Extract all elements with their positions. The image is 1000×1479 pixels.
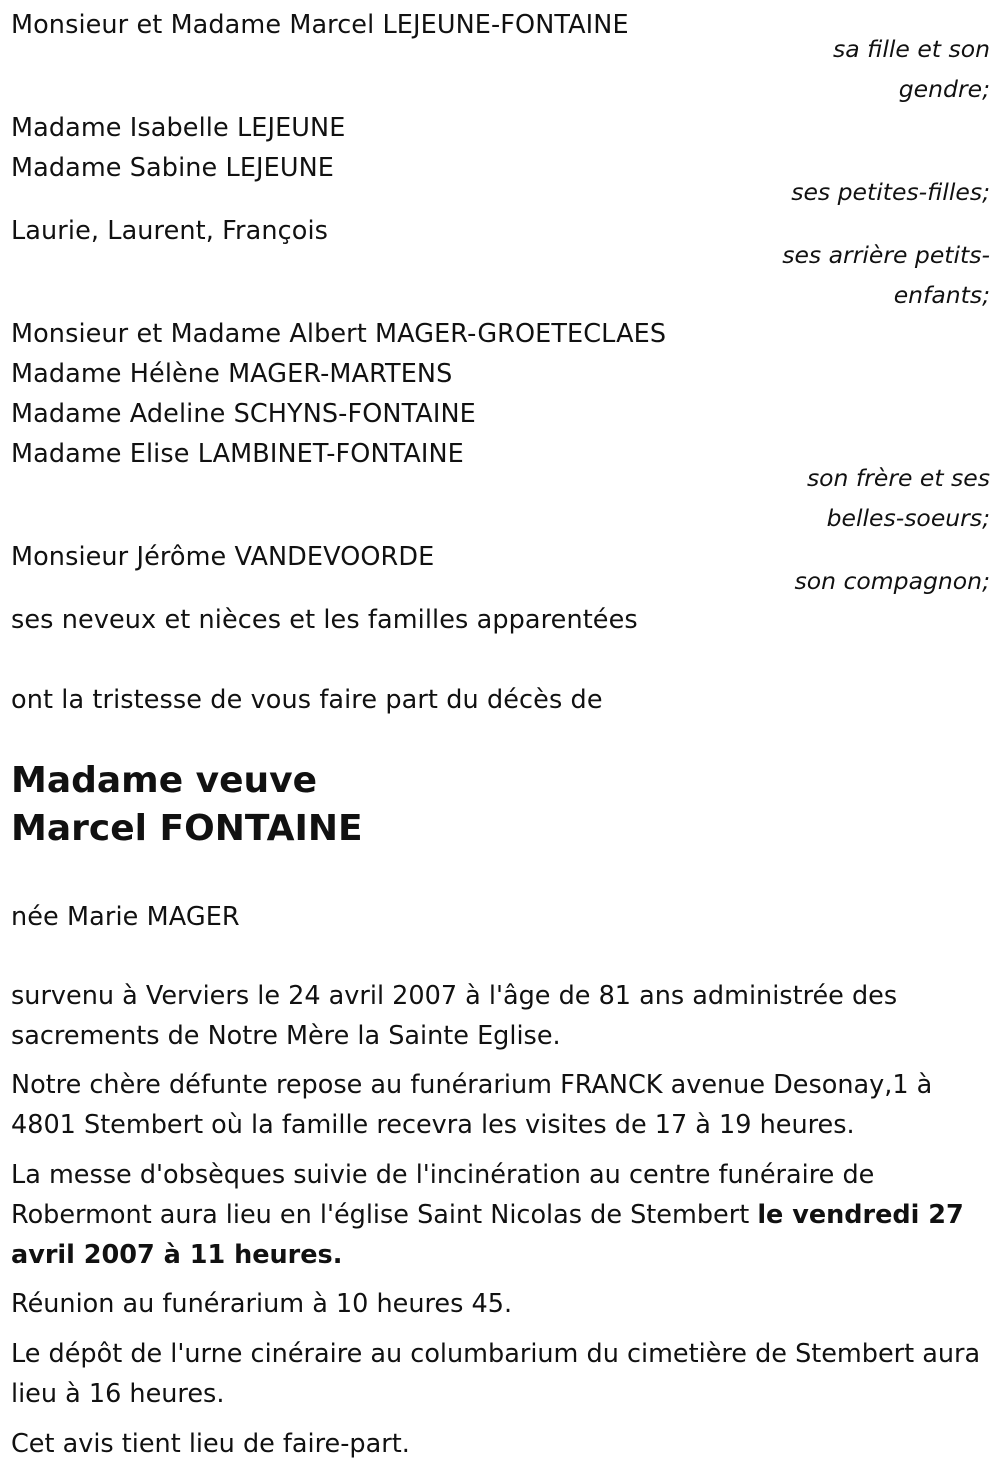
family-sibling-4: Madame Elise LAMBINET-FONTAINE [11, 439, 464, 469]
relation-companion: son compagnon; [794, 567, 990, 595]
funeral-mass-details [11, 1155, 991, 1275]
relation-granddaughters: ses petites-filles; [791, 178, 990, 206]
notice-text: Cet avis tient lieu de faire-part. [11, 1429, 410, 1459]
relation-siblings-line-1: son frère et ses [806, 464, 990, 492]
family-daughter-couple: Monsieur et Madame Marcel LEJEUNE-FONTAINE [11, 10, 629, 40]
family-great-grandchildren: Laurie, Laurent, François [11, 216, 329, 246]
family-granddaughter-2: Madame Sabine LEJEUNE [11, 153, 335, 183]
relation-great-grandchildren-line-2: enfants; [893, 281, 990, 309]
funeral-mass-text: La messe d'obsèques suivie de l'incinération au centre funéraire de Robermont aura lieu en l'église Saint Nicolas de Stembert [11, 1160, 875, 1230]
family-companion: Monsieur Jérôme VANDEVOORDE [11, 542, 435, 572]
deceased-birth-name: née Marie MAGER [11, 902, 240, 932]
relation-daughter-line-1: sa fille et son [833, 35, 990, 63]
funeral-mass-date: le vendredi 27 avril 2007 à 11 heures. [11, 1200, 964, 1270]
relation-great-grandchildren-line-1: ses arrière petits- [782, 241, 990, 269]
rest-details: Notre chère défunte repose au funérarium FRANCK avenue Desonay,1 à 4801 Stembert où la famille recevra les visites de 17 à 19 heures. [11, 1070, 933, 1140]
death-details: survenu à Verviers le 24 avril 2007 à l'âge de 81 ans administrée des sacrements de Notre Mère la Sainte Eglise. [11, 981, 898, 1051]
relation-daughter-line-2: gendre; [898, 75, 990, 103]
family-sibling-2: Madame Hélène MAGER-MARTENS [11, 359, 453, 389]
meeting-details: Réunion au funérarium à 10 heures 45. [11, 1289, 513, 1319]
deceased-name-line-2: Marcel FONTAINE [11, 808, 363, 849]
family-sibling-3: Madame Adeline SCHYNS-FONTAINE [11, 399, 476, 429]
family-granddaughter-1: Madame Isabelle LEJEUNE [11, 113, 346, 143]
urn-details: Le dépôt de l'urne cinéraire au columbarium du cimetière de Stembert aura lieu à 16 heures. [11, 1339, 981, 1409]
deceased-name-line-1: Madame veuve [11, 760, 318, 801]
announcement-text: ont la tristesse de vous faire part du décès de [11, 685, 603, 715]
relation-siblings-line-2: belles-soeurs; [826, 504, 990, 532]
family-others: ses neveux et nièces et les familles apparentées [11, 605, 638, 635]
family-sibling-1: Monsieur et Madame Albert MAGER-GROETECLAES [11, 319, 667, 349]
